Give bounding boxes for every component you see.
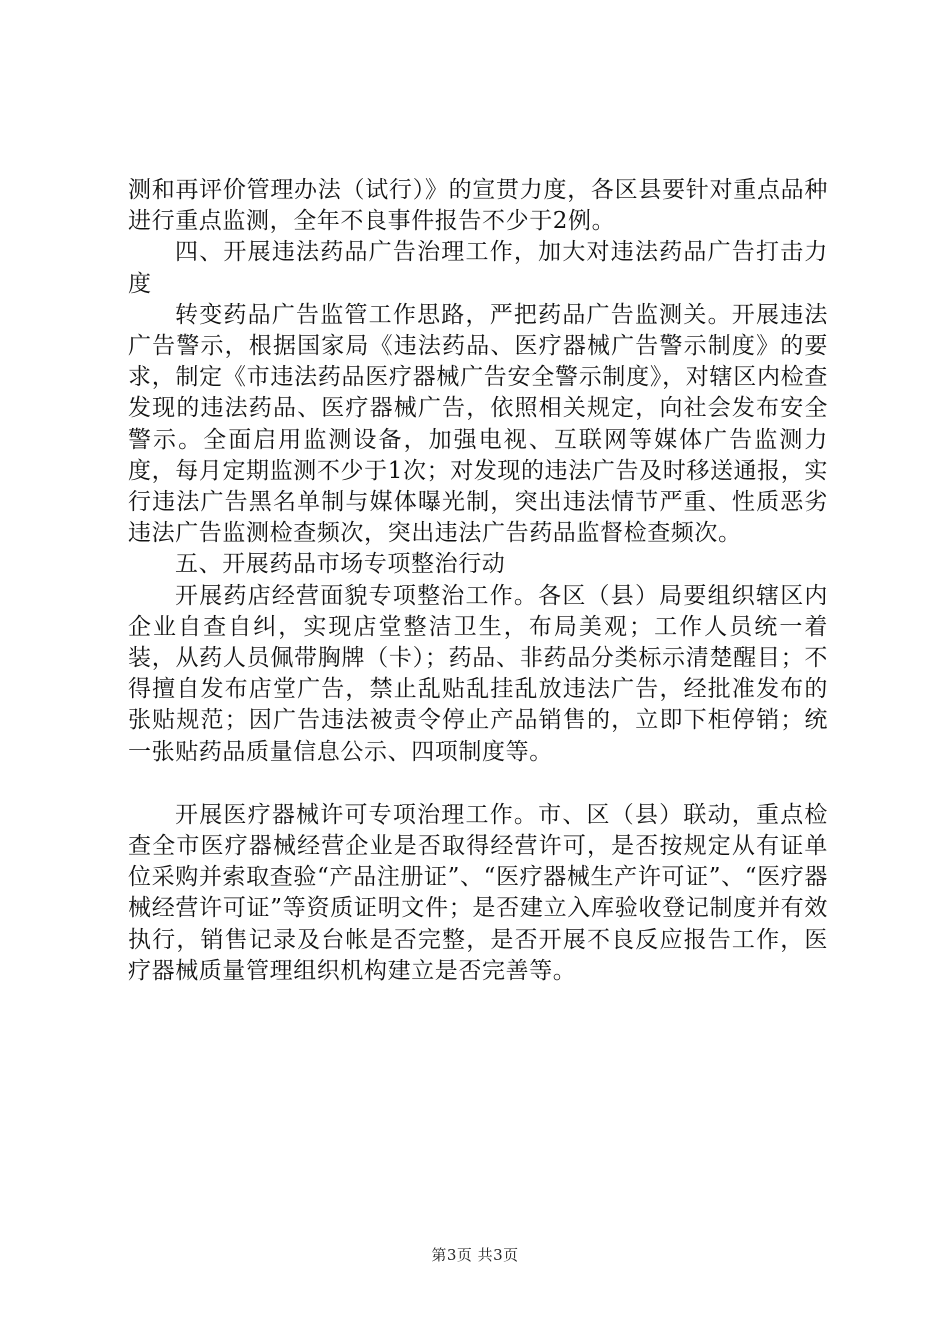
section-heading-five: 五、开展药品市场专项整治行动 — [175, 551, 506, 578]
paragraph-continuation: 测和再评价管理办法（试行）》的宣贯力度，各区县要针对重点品种进行重点监测，全年不良事件报告不少于2例。 — [128, 177, 828, 235]
paragraph-pharmacy-rectification: 开展药店经营面貌专项整治工作。各区（县）局要组织辖区内企业自查自纠，实现店堂整洁卫生，布局美观；工作人员统一着装，从药人员佩带胸牌（卡）；药品、非药品分类标示清楚醒目；不得擅自发布店堂广告，禁止乱贴乱挂乱放违法广告，经批准发布的张贴规范；因广告违法被责令停止产品销售的，立即下柜停销；统一张贴药品质量信息公示、四项制度等。 — [128, 582, 828, 765]
section-heading-four: 四、开展违法药品广告治理工作，加大对违法药品广告打击力度 — [128, 239, 828, 297]
paragraph-medical-device-licensing: 开展医疗器械许可专项治理工作。市、区（县）联动，重点检查全市医疗器械经营企业是否取得经营许可，是否按规定从有证单位采购并索取查验“产品注册证”、“医疗器械生产许可证”、“医疗器械经营许可证”等资质证明文件；是否建立入库验收登记制度并有效执行，销售记录及台帐是否完整，是否开展不良反应报告工作，医疗器械质量管理组织机构建立是否完善等。 — [128, 801, 828, 984]
page-footer: 第3页 共3页 — [431, 1246, 519, 1264]
paragraph-ad-monitoring: 转变药品广告监管工作思路，严把药品广告监测关。开展违法广告警示，根据国家局《违法药品、医疗器械广告警示制度》的要求，制定《市违法药品医疗器械广告安全警示制度》，对辖区内检查发现的违法药品、医疗器械广告，依照相关规定，向社会发布安全警示。全面启用监测设备，加强电视、互联网等媒体广告监测力度，每月定期监测不少于1次；对发现的违法广告及时移送通报，实行违法广告黑名单制与媒体曝光制，突出违法情节严重、性质恶劣违法广告监测检查频次，突出违法广告药品监督检查频次。 — [128, 301, 828, 547]
document-body — [128, 175, 828, 987]
